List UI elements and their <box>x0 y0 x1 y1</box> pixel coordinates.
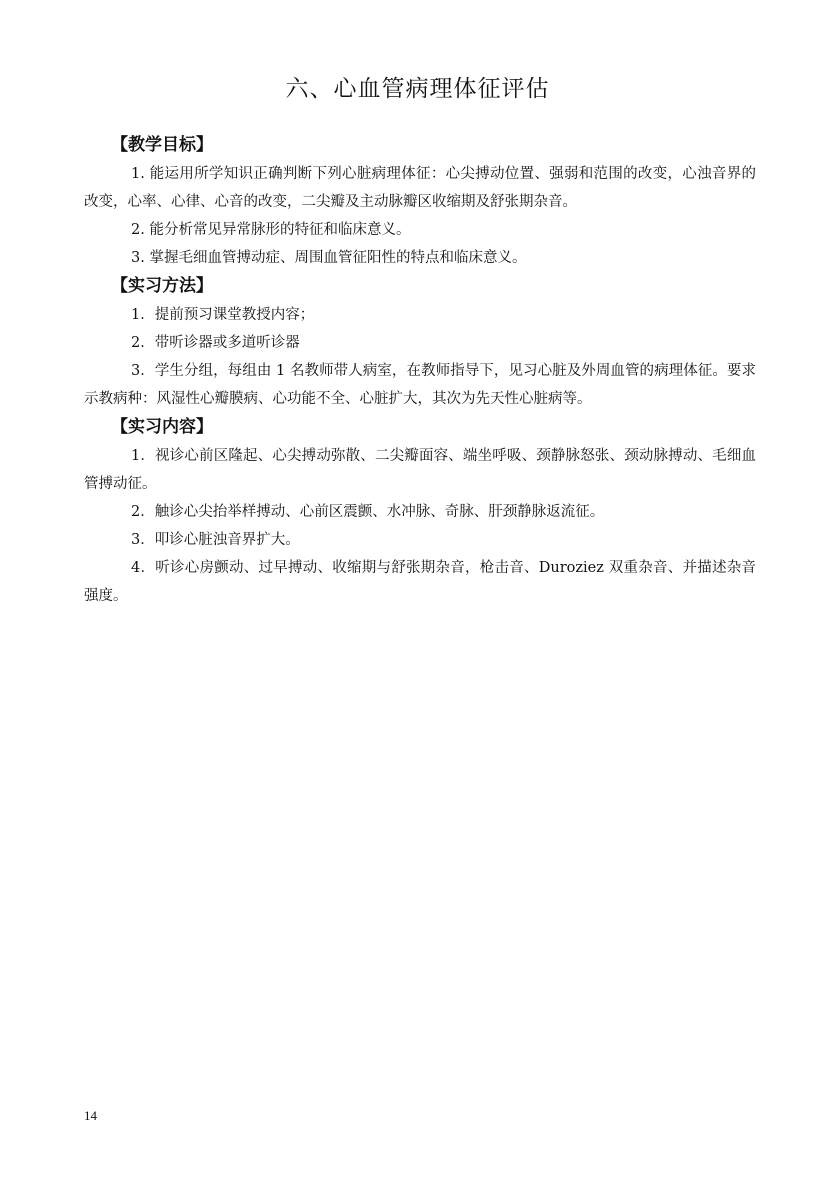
page-title: 六、心血管病理体征评估 <box>285 76 550 102</box>
section-heading-methods: 【实习方法】 <box>111 276 213 296</box>
section-heading-objectives: 【教学目标】 <box>111 135 213 155</box>
content-item-4: 4．听诊心房颤动、过早搏动、收缩期与舒张期杂音，枪击音、Duroziez 双重杂音、并描述杂音强度。 <box>84 560 756 604</box>
content-item-3: 3．叩诊心脏浊音界扩大。 <box>131 532 300 548</box>
objective-item-3: 3. 掌握毛细血管搏动症、周围血管征阳性的特点和临床意义。 <box>131 250 527 266</box>
section-heading-contents: 【实习内容】 <box>111 417 213 437</box>
method-item-3: 3．学生分组，每组由 1 名教师带人病室，在教师指导下，见习心脏及外周血管的病理体征。要求示教病种：风湿性心瓣膜病、心功能不全、心脏扩大，其次为先天性心脏病等。 <box>84 363 756 407</box>
method-item-1: 1．提前预习课堂教授内容； <box>131 307 315 323</box>
document-body <box>84 131 756 610</box>
method-item-2: 2．带听诊器或多道听诊器 <box>131 335 300 351</box>
objective-item-1: 1. 能运用所学知识正确判断下列心脏病理体征：心尖搏动位置、强弱和范围的改变，心浊音界的改变，心率、心律、心音的改变，二尖瓣及主动脉瓣区收缩期及舒张期杂音。 <box>84 166 756 210</box>
content-item-2: 2．触诊心尖抬举样搏动、心前区震颤、水冲脉、奇脉、肝颈静脉返流征。 <box>131 504 605 520</box>
page-number: 14 <box>84 1108 97 1123</box>
content-item-1: 1．视诊心前区隆起、心尖搏动弥散、二尖瓣面容、端坐呼吸、颈静脉怒张、颈动脉搏动、毛细血管搏动征。 <box>84 448 756 492</box>
objective-item-2: 2. 能分析常见异常脉形的特征和临床意义。 <box>131 222 411 238</box>
